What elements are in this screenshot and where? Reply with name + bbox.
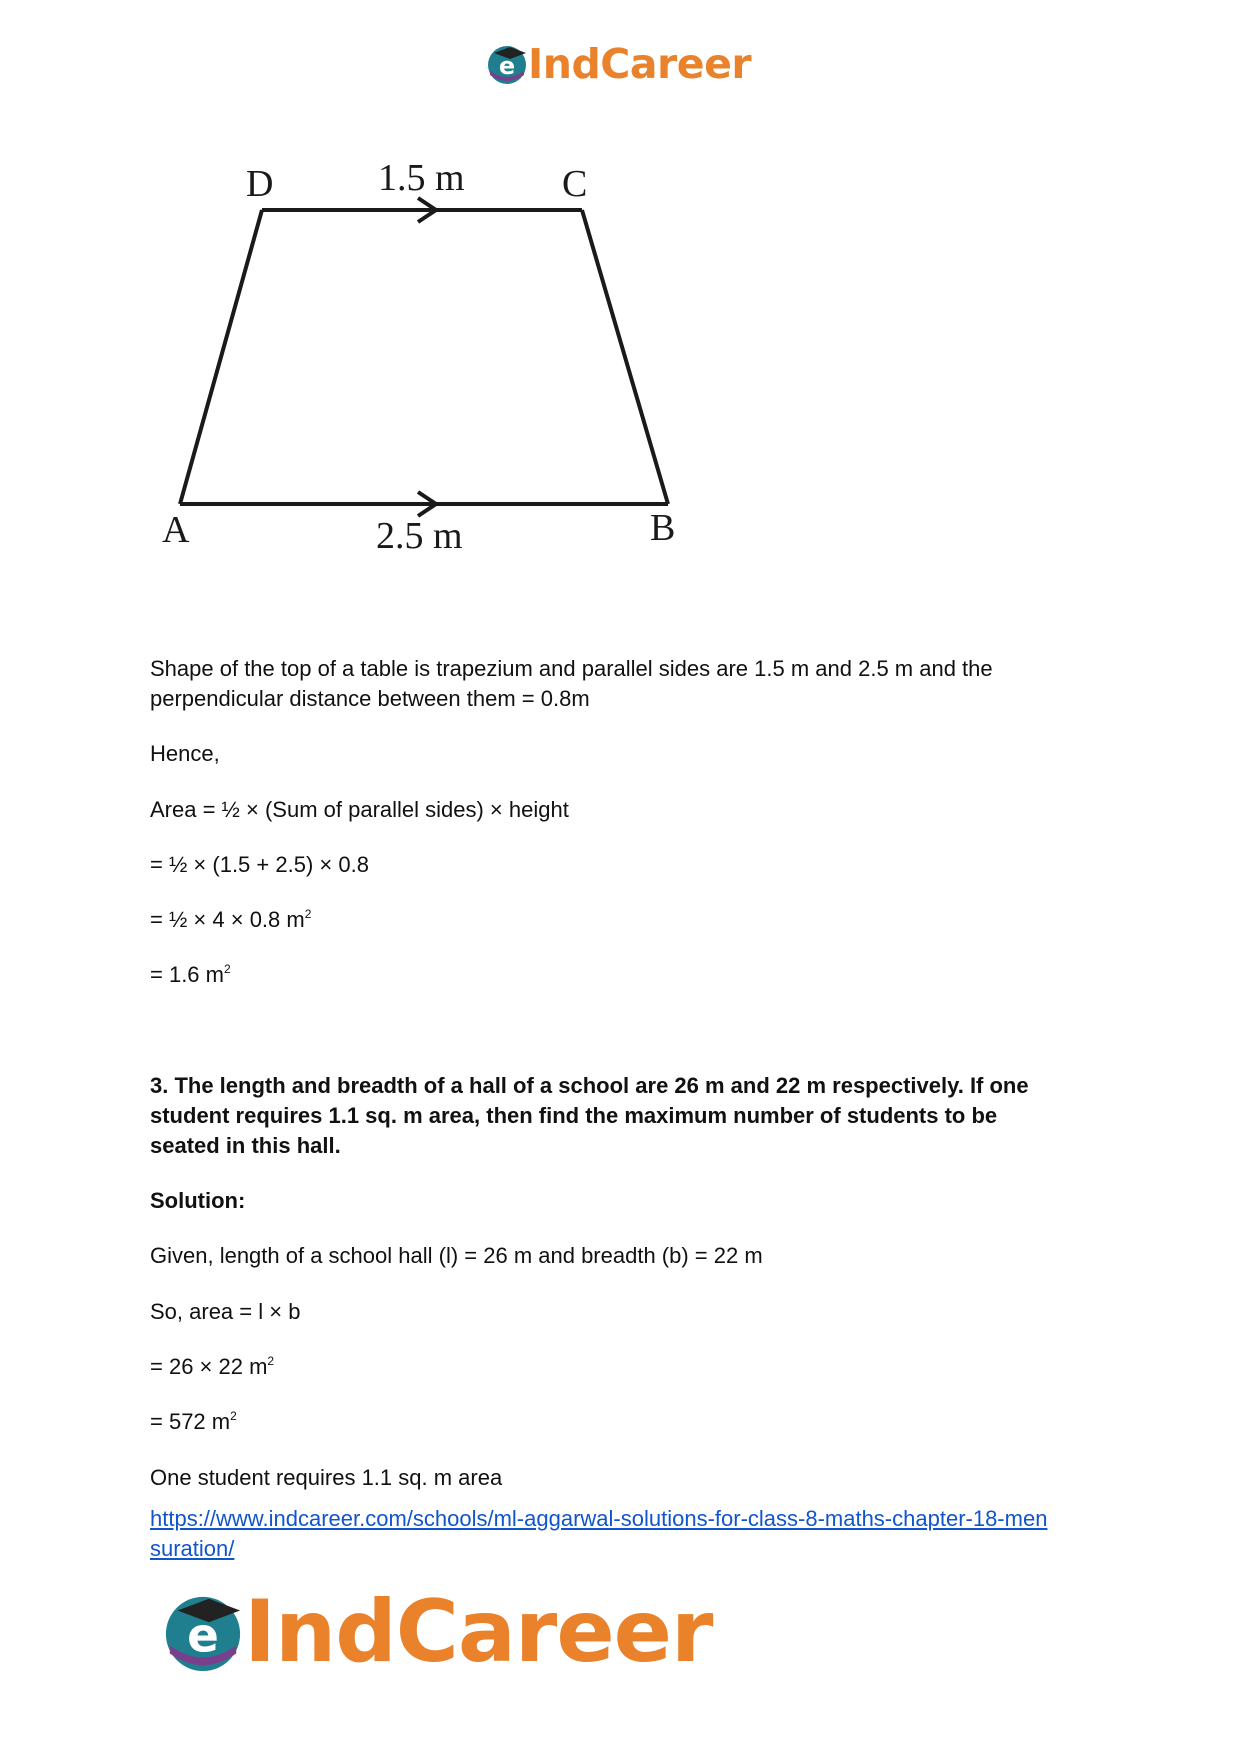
vertex-a-label: A — [162, 509, 190, 551]
logo-mark-icon — [486, 43, 528, 85]
area-lb: So, area = l × b — [150, 1299, 301, 1324]
step-2: = ½ × 4 × 0.8 $m^2$ — [150, 907, 312, 932]
step-1: = ½ × (1.5 + 2.5) × 0.8 — [150, 852, 369, 877]
intro-line-1: Shape of the top of a table is trapezium and parallel sides are 1.5 m and 2.5 m and the — [150, 656, 993, 681]
trapezium-figure — [150, 150, 710, 570]
question-3-line-1: 3. The length and breadth of a hall of a school are 26 m and 22 m respectively. If one — [150, 1073, 1029, 1098]
question-3-line-2: student requires 1.1 sq. m area, then find the maximum number of students to be — [150, 1103, 998, 1128]
bottom-side-label: 2.5 m — [376, 515, 463, 557]
top-side-label: 1.5 m — [378, 157, 465, 199]
svg-text:e: e — [498, 52, 516, 80]
calc-1: = 26 × 22 $m^2$ — [150, 1354, 275, 1379]
vertex-d-label: D — [246, 163, 274, 205]
side-ad — [180, 210, 262, 504]
area-formula: Area = ½ × (Sum of parallel sides) × height — [150, 797, 569, 822]
hence-text: Hence, — [150, 741, 220, 766]
logo-text: IndCareer — [528, 40, 752, 88]
intro-line-2: perpendicular distance between them = 0.8m — [150, 686, 590, 711]
logo-text: IndCareer — [244, 1582, 713, 1682]
solution-label: Solution: — [150, 1188, 246, 1213]
logo-mark-icon — [162, 1591, 244, 1673]
calc-2: = 572 $m^2$ — [150, 1409, 237, 1434]
question-3-line-3: seated in this hall. — [150, 1133, 341, 1158]
step-3: = 1.6 $m^2$ — [150, 962, 231, 987]
side-cb — [582, 210, 668, 504]
requirement-text: One student requires 1.1 sq. m area — [150, 1465, 503, 1490]
footer-link-line-1[interactable]: https://www.indcareer.com/schools/ml-aggarwal-solutions-for-class-8-maths-chapter-18-men — [150, 1506, 1048, 1531]
given-text: Given, length of a school hall (l) = 26 m and breadth (b) = 22 m — [150, 1243, 763, 1268]
svg-text:e: e — [187, 1609, 219, 1664]
footer-link-line-2[interactable]: suration/ — [150, 1536, 235, 1561]
header-logo — [486, 40, 751, 88]
footer-link[interactable] — [150, 1504, 1100, 1564]
vertex-c-label: C — [562, 163, 588, 205]
vertex-b-label: B — [650, 507, 676, 549]
footer-logo — [162, 1582, 712, 1682]
